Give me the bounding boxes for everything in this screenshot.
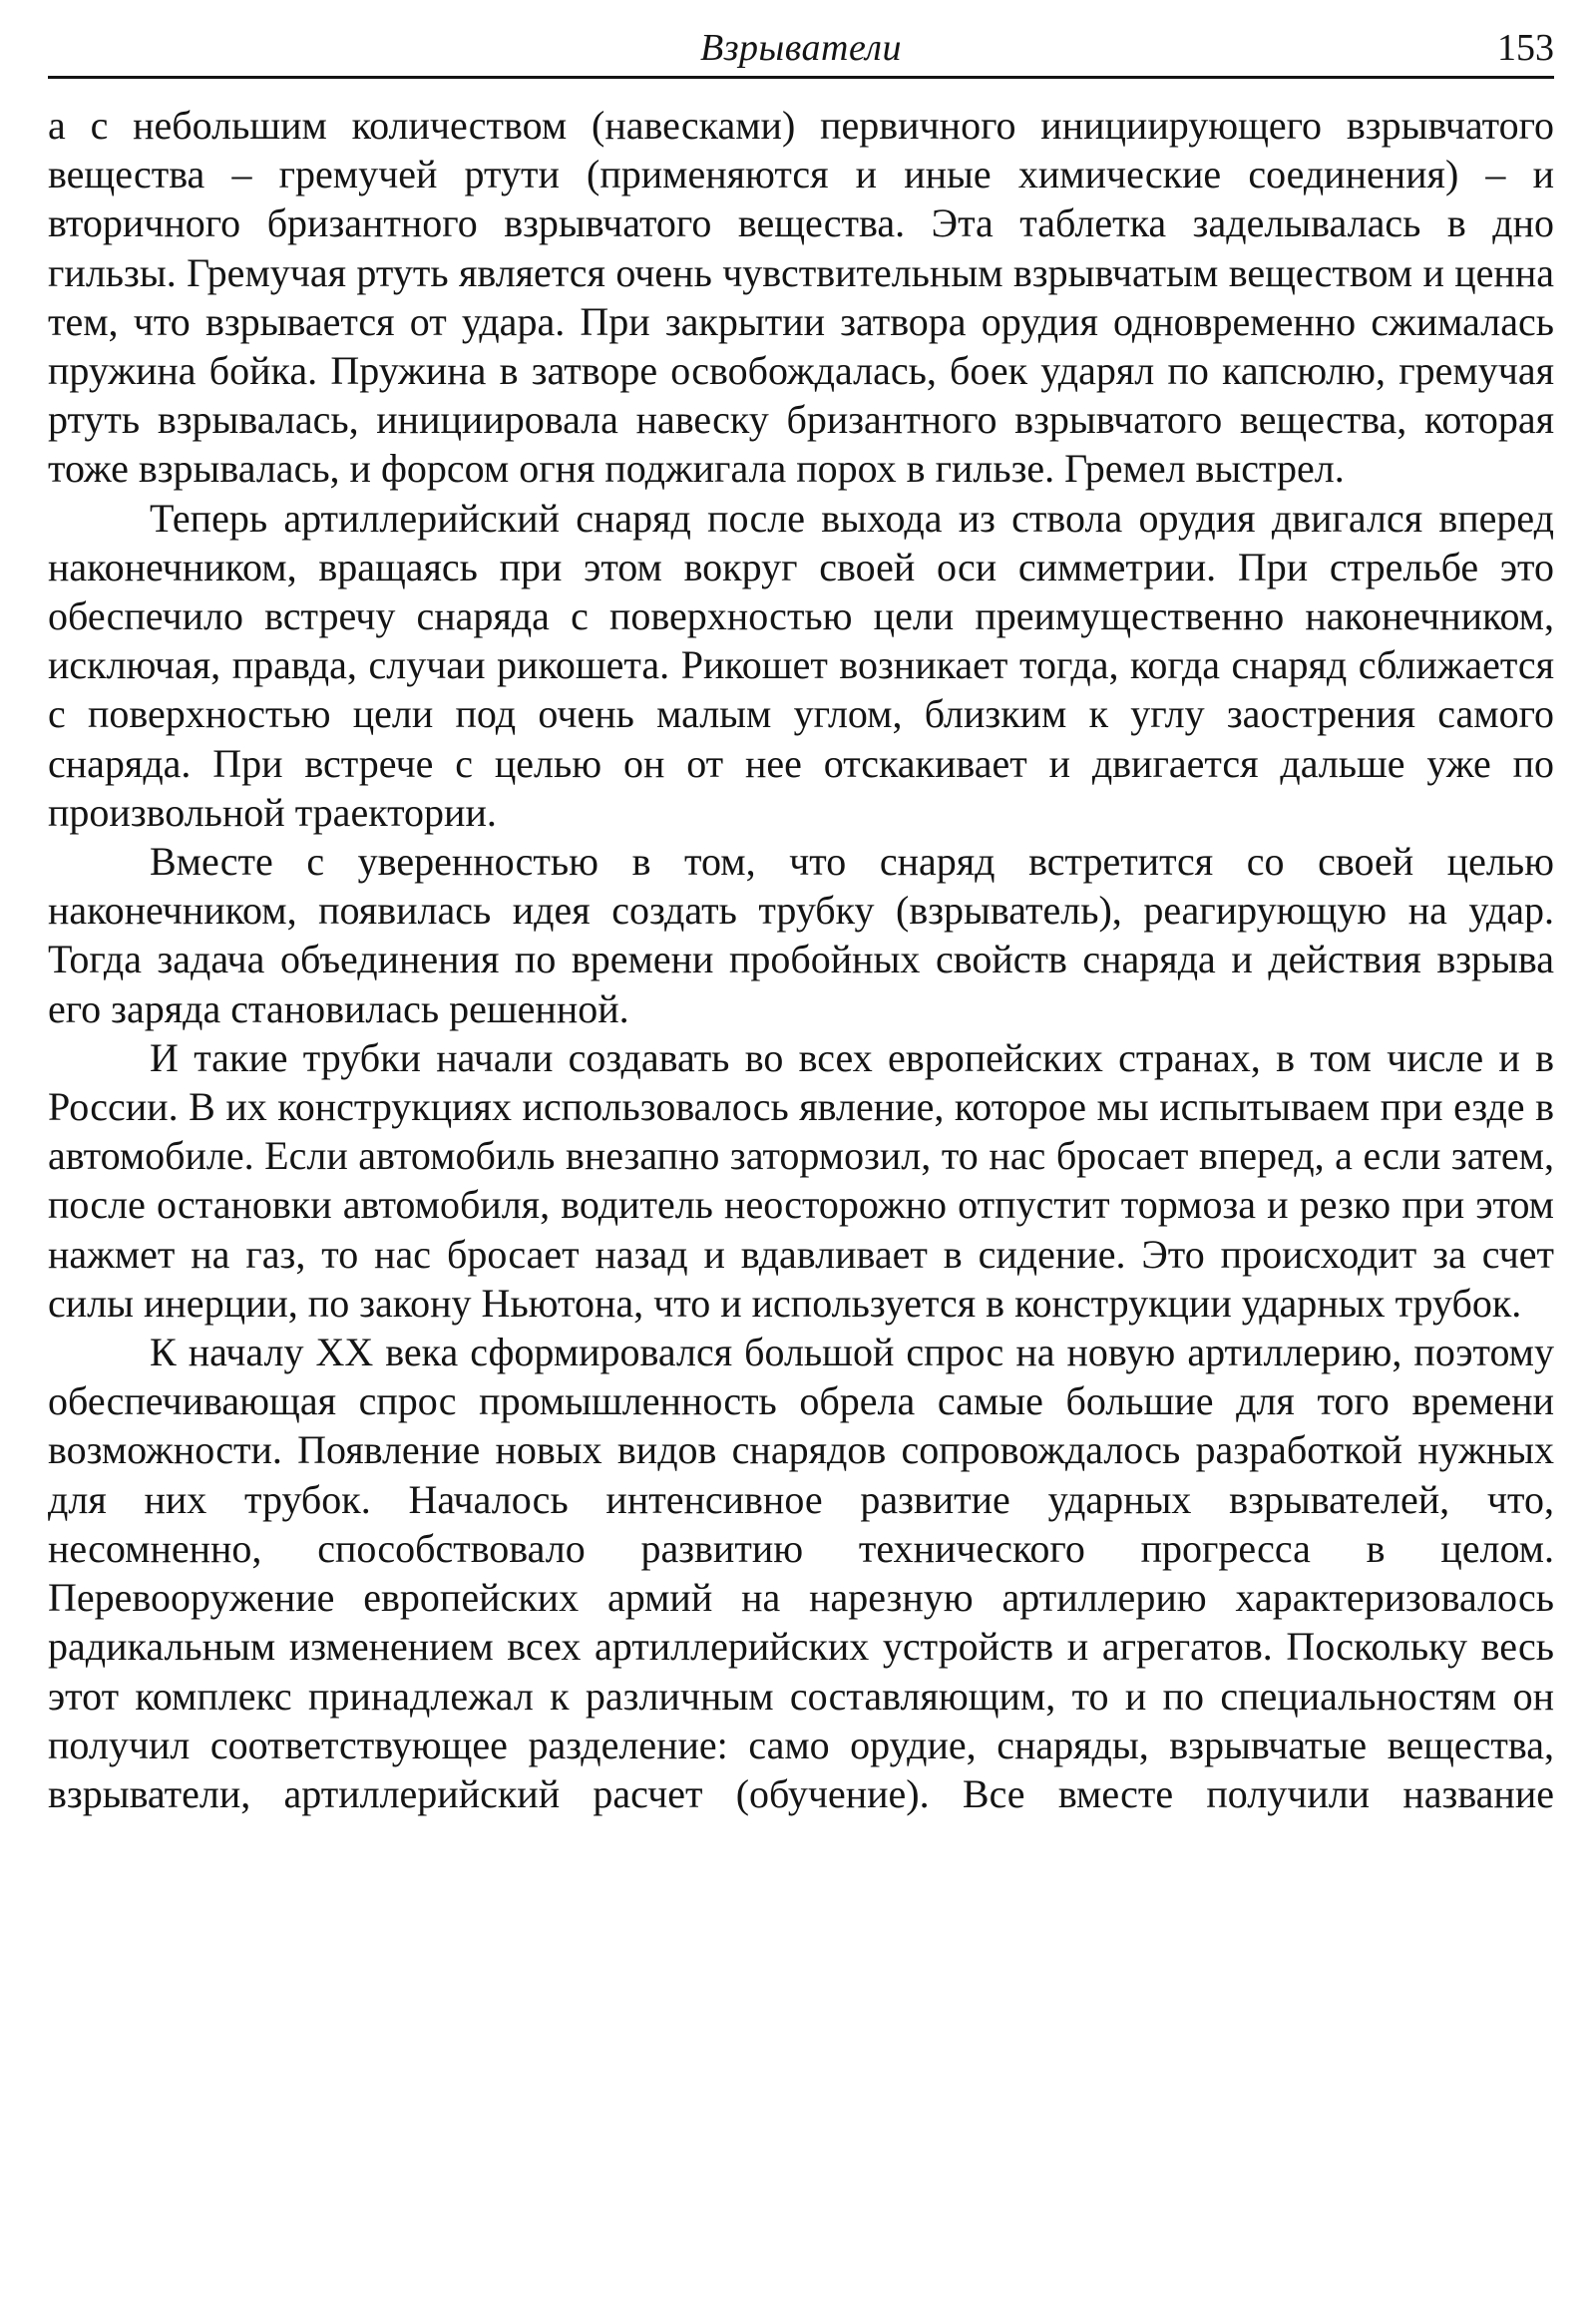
book-page: [48, 20, 1554, 1818]
page-number: 153: [1497, 27, 1554, 69]
paragraph-continuation: а с небольшим количеством (навесками) первичного инициирующего взрывчатого вещества – гремучей ртути (применяются и иные химические соединения) – и вторичного бризантного взрывчатого вещества. Эта таблетка заделывалась в дно гильзы. Гремучая ртуть является очень чувствительным взрывчатым веществом и ценна тем, что взрывается от удара. При закрытии затвора орудия одновременно сжималась пружина бойка. Пружина в затворе освобождалась, боек ударял по капсюлю, гремучая ртуть взрывалась, инициировала навеску бризантного взрывчатого вещества, которая тоже взрывалась, и форсом огня поджигала порох в гильзе. Гремел выстрел.: [48, 103, 1554, 492]
body-text: [48, 101, 1554, 1818]
running-head: [48, 20, 1554, 79]
section-title: Взрыватели: [700, 27, 902, 69]
paragraph-projectile-rotation: Теперь артиллерийский снаряд после выхода из ствола орудия двигался вперед наконечником, вращаясь при этом вокруг своей оси симметрии. При стрельбе это обеспечило встречу снаряда с поверхностью цели преимущественно наконечником, исключая, правда, случаи рикошета. Рикошет возникает тогда, когда снаряд сближается с поверхностью цели под очень малым углом, близким к углу заострения самого снаряда. При встрече с целью он от нее отскакивает и двигается дальше уже по произвольной траектории.: [48, 495, 1554, 835]
paragraph-early-20th-century: К началу XX века сформировался большой спрос на новую артиллерию, поэтому обеспечивающая спрос промышленность обрела самые большие для того времени возможности. Появление новых видов снарядов сопровождалось разработкой нужных для них трубок. Началось интенсивное развитие ударных взрывателей, что, несомненно, способствовало развитию технического прогресса в целом. Перевооружение европейских армий на нарезную артиллерию характеризовалось радикальным изменением всех артиллерийских устройств и агрегатов. Поскольку весь этот комплекс принадлежал к различным составляющим, то и по специальностям он получил соответствующее разделение: само орудие, снаряды, взрывчатые вещества, взрыватели, артиллерийский расчет (обучение). Все вместе получили название: [48, 1330, 1554, 1816]
paragraph-inertia-principle: И такие трубки начали создавать во всех европейских странах, в том числе и в России. В их конструкциях использовалось явление, которое мы испытываем при езде в автомобиле. Если автомобиль внезапно затормозил, то нас бросает вперед, а если затем, после остановки автомобиля, водитель неосторожно отпустит тормоза и резко при этом нажмет на газ, то нас бросает назад и вдавливает в сидение. Это происходит за счет силы инерции, по закону Ньютона, что и используется в конструкции ударных трубок.: [48, 1034, 1554, 1326]
paragraph-impact-fuze-idea: Вместе с уверенностью в том, что снаряд встретится со своей целью наконечником, появилась идея создать трубку (взрыватель), реагирующую на удар. Тогда задача объединения по времени пробойных свойств снаряда и действия взрыва его заряда становилась решенной.: [48, 839, 1554, 1031]
